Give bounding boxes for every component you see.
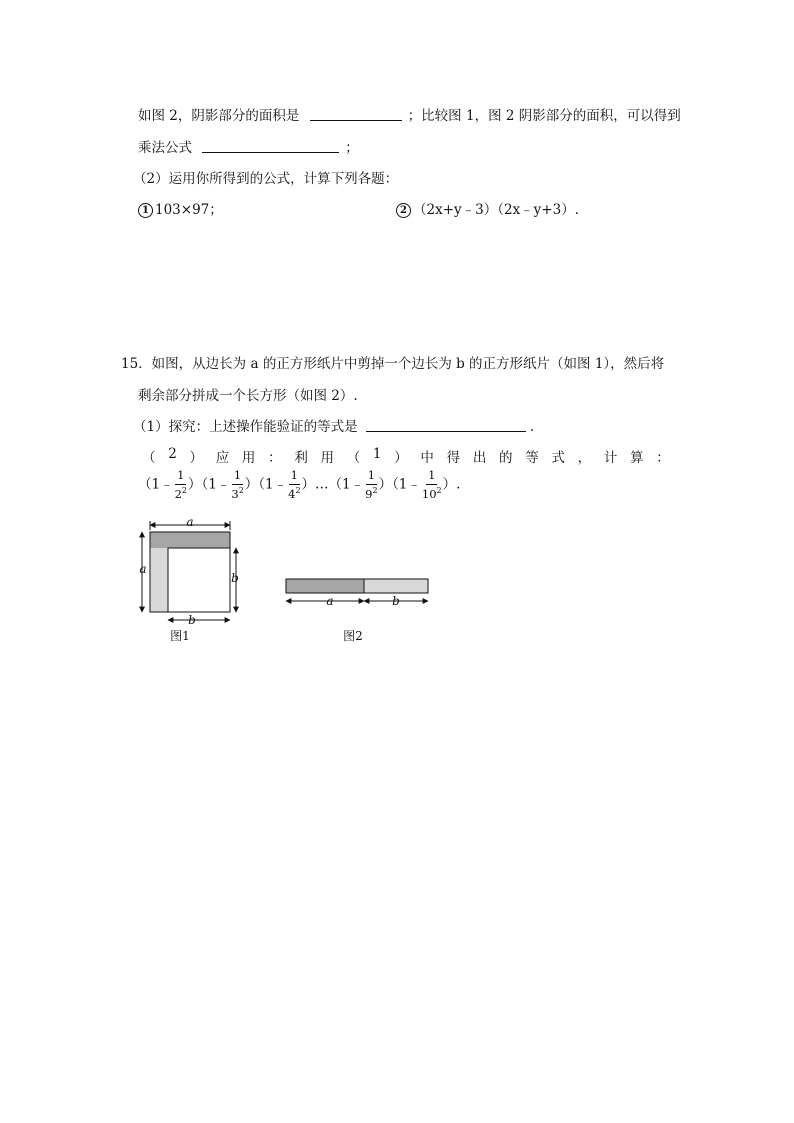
den-exponent: 2 xyxy=(372,485,378,495)
q15-part2-char: 等 xyxy=(525,450,539,466)
den-exponent: 2 xyxy=(181,485,188,495)
label-a: a xyxy=(326,594,334,608)
label-b-right: b xyxy=(231,571,239,585)
q14-answer-blank-1[interactable] xyxy=(310,108,402,121)
figure-1-diagram xyxy=(130,516,260,651)
frac-numerator: 1 xyxy=(426,470,437,485)
expr-open: （1﹣ xyxy=(392,476,421,493)
q15-answer-blank[interactable] xyxy=(366,419,526,432)
q15-part2-char: 2 xyxy=(168,446,177,462)
ellipsis: … xyxy=(315,476,329,493)
den-base: 3 xyxy=(231,486,239,501)
q15-part2-char: 利 xyxy=(294,450,308,466)
expr-open: （1﹣ xyxy=(201,476,231,493)
shaded-top-strip xyxy=(150,532,230,548)
frac-numerator: 1 xyxy=(175,470,186,485)
den-exponent: 2 xyxy=(238,485,244,495)
cut-out-square xyxy=(168,548,230,612)
den-base: 4 xyxy=(288,486,296,501)
q14-part2-heading: （2）运用你所得到的公式，计算下列各题： xyxy=(133,171,399,187)
den-exponent: 2 xyxy=(436,485,442,495)
q15-part2-char: （ xyxy=(142,450,156,466)
fraction-1-over-9-squared xyxy=(365,470,377,500)
frac-numerator: 1 xyxy=(289,470,300,485)
frac-denominator xyxy=(175,485,187,500)
q14-answer-blank-2[interactable] xyxy=(202,140,339,153)
q15-number: 15 xyxy=(121,356,139,372)
label-b: b xyxy=(392,594,400,608)
circled-number-1: 1 xyxy=(138,203,153,218)
expr-close: ） xyxy=(301,476,316,493)
q15-part1 xyxy=(133,415,534,435)
q15-line1-text: ．如图，从边长为 a 的正方形纸片中剪掉一个边长为 b 的正方形纸片（如图 1），然后将 xyxy=(138,356,665,372)
q14-line-2 xyxy=(138,136,359,156)
q14-line1-text-a: 如图 2，阴影部分的面积是 xyxy=(138,108,300,124)
q15-part2-char: 用 xyxy=(241,450,256,466)
expr-close: ） xyxy=(378,476,393,493)
expr-open: （1﹣ xyxy=(258,476,288,493)
expr-end: . xyxy=(456,476,461,493)
q15-part2-char: 得 xyxy=(446,450,461,466)
q15-part2-char: 算 xyxy=(630,450,644,466)
circled-number-2: 2 xyxy=(396,203,411,218)
q15-part2-char: 的 xyxy=(499,450,513,466)
expr-open: （1﹣ xyxy=(138,476,174,493)
shaded-left-strip xyxy=(150,548,168,612)
q15-part2-char: （ xyxy=(346,450,361,466)
den-base: 9 xyxy=(365,486,373,501)
q15-part2-char: 用 xyxy=(320,450,335,466)
q15-part2-char: ） xyxy=(189,450,203,466)
expr-close: ） xyxy=(244,476,259,493)
frac-denominator xyxy=(365,485,377,500)
q15-part2-char: ： xyxy=(268,450,282,466)
q14-line2-text-b: ； xyxy=(345,140,359,156)
frac-numerator: 1 xyxy=(232,470,243,485)
q15-part2-char: ， xyxy=(577,450,592,466)
figure-2-diagram xyxy=(280,570,435,650)
fraction-1-over-2-squared xyxy=(175,470,187,500)
figure-1-caption: 图1 xyxy=(170,629,190,643)
q14-line2-text-a: 乘法公式 xyxy=(138,140,192,156)
q15-part2-char: 式 xyxy=(551,450,565,466)
q15-part2-char: ： xyxy=(656,450,670,466)
q15-line-2: 剩余部分拼成一个长方形（如图 2）. xyxy=(138,388,358,404)
figure-2-caption: 图2 xyxy=(343,629,363,643)
q15-part2-char: 应 xyxy=(215,450,230,466)
expr-close: ） xyxy=(188,476,202,493)
q14-item2-text: （2x+y﹣3）（2x﹣y+3）. xyxy=(413,202,580,218)
q15-line-1 xyxy=(121,352,664,372)
frac-denominator xyxy=(288,485,300,500)
label-b-bottom: b xyxy=(188,613,196,627)
den-base: 10 xyxy=(421,486,437,501)
q14-line-1 xyxy=(138,104,681,124)
q15-part2-char: ） xyxy=(394,450,408,466)
q15-part2-char: 1 xyxy=(372,446,382,462)
expr-close: ） xyxy=(442,476,457,493)
frac-denominator xyxy=(231,485,243,500)
q15-part2-char: 计 xyxy=(603,450,618,466)
q14-item-1 xyxy=(138,198,223,218)
den-exponent: 2 xyxy=(295,485,301,495)
label-a-top: a xyxy=(186,516,194,529)
den-base: 2 xyxy=(174,486,182,501)
q15-part2-char: 中 xyxy=(420,450,434,466)
fraction-1-over-10-squared xyxy=(422,470,442,500)
q14-line1-text-b: ；比较图 1，图 2 阴影部分的面积，可以得到 xyxy=(407,108,681,124)
frac-denominator xyxy=(422,485,442,500)
q15-part2-char: 出 xyxy=(472,450,487,466)
rectangle-part-a xyxy=(286,579,364,593)
rectangle-part-b xyxy=(364,579,428,593)
expr-open: （1﹣ xyxy=(328,476,365,493)
fraction-1-over-3-squared xyxy=(231,470,243,500)
frac-numerator: 1 xyxy=(366,470,377,485)
q15-part1-end: . xyxy=(529,419,535,435)
label-a-left: a xyxy=(139,562,147,576)
q14-item1-text: 103×97； xyxy=(155,202,223,218)
fraction-1-over-4-squared xyxy=(288,470,300,500)
q14-item-2 xyxy=(396,198,579,218)
q15-product-expression xyxy=(138,470,460,500)
q15-part2-heading xyxy=(142,446,670,466)
q15-part1-text: （1）探究：上述操作能验证的等式是 xyxy=(133,419,358,435)
